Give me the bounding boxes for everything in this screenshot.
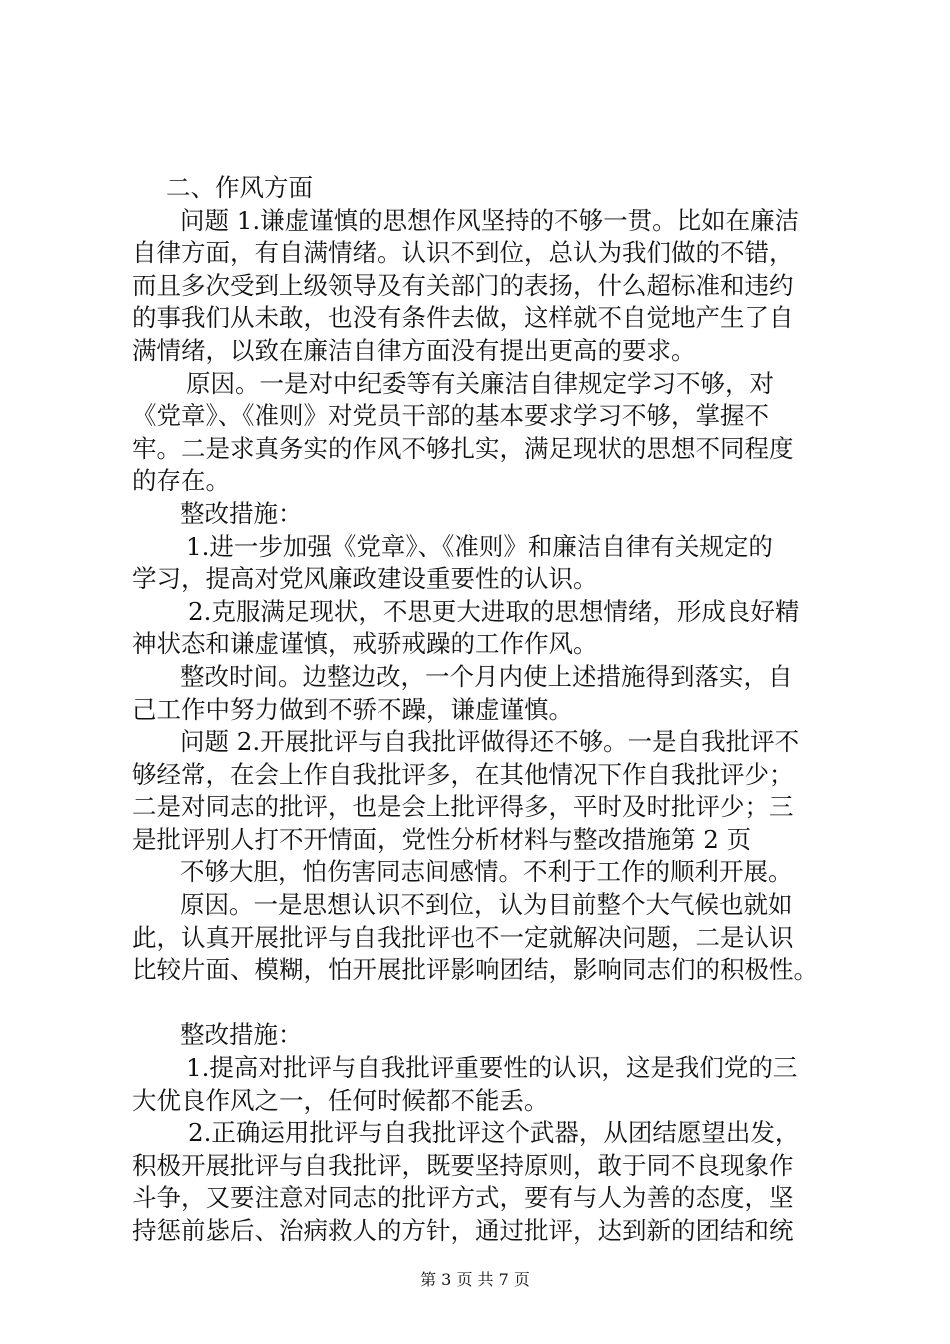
section-heading: 二、作风方面: [166, 173, 313, 202]
subheading-line: 整改措施：: [180, 1020, 303, 1050]
list-item-line: 2.克服满足现状，不思更大进取的思想情绪，形成良好精: [188, 596, 800, 626]
page-number-label: 第 3 页 共 7 页: [420, 1270, 530, 1289]
paragraph-line: 的存在。: [132, 466, 230, 496]
blank-line: [132, 987, 832, 1020]
list-item-line: 1.进一步加强《党章》、《准则》和廉洁自律有关规定的: [186, 531, 773, 561]
document-body: [132, 172, 832, 1248]
list-item-line: 大优良作风之一，任何时候都不能丢。: [132, 1085, 549, 1115]
paragraph-line: 问题 1.谦虚谨慎的思想作风坚持的不够一贯。比如在廉洁: [180, 205, 800, 235]
paragraph-line: 是批评别人打不开情面，党性分析材料与整改措施第 2 页: [132, 824, 752, 854]
paragraph-line: 原因。一是对中纪委等有关廉洁自律规定学习不够，对: [186, 368, 774, 398]
list-item-line: 持惩前毖后、治病救人的方针，通过批评，达到新的团结和统: [132, 1216, 794, 1245]
paragraph-line: 二是对同志的批评，也是会上批评得多，平时及时批评少；三: [132, 792, 794, 822]
paragraph-line: 而且多次受到上级领导及有关部门的表扬，什么超标准和违约: [132, 270, 794, 300]
paragraph-line: 自律方面，有自满情绪。认识不到位，总认为我们做的不错，: [132, 238, 794, 268]
paragraph-line: 满情绪，以致在廉洁自律方面没有提出更高的要求。: [132, 335, 696, 365]
list-item-line: 积极开展批评与自我批评，既要坚持原则，敢于同不良现象作: [132, 1150, 794, 1180]
paragraph-line: 整改时间。边整边改，一个月内使上述措施得到落实，自: [180, 661, 793, 691]
list-item-line: 神状态和谦虚谨慎，戒骄戒躁的工作作风。: [132, 629, 598, 659]
paragraph-line: 不够大胆，怕伤害同志间感情。不利于工作的顺利开展。: [180, 857, 793, 887]
paragraph-line: 的事我们从未敢，也没有条件去做，这样就不自觉地产生了自: [132, 303, 794, 333]
page-footer: [0, 1270, 950, 1290]
paragraph-line: 己工作中努力做到不骄不躁，谦虚谨慎。: [132, 694, 573, 724]
paragraph-line: 问题 2.开展批评与自我批评做得还不够。一是自我批评不: [180, 727, 800, 757]
paragraph-line: 《党章》、《准则》对党员干部的基本要求学习不够，掌握不: [132, 401, 769, 431]
subheading-line: 整改措施：: [180, 498, 303, 528]
paragraph-line: 原因。一是思想认识不到位，认为目前整个大气候也就如: [180, 890, 793, 920]
list-item-line: 2.正确运用批评与自我批评这个武器，从团结愿望出发，: [188, 1118, 800, 1148]
list-item-line: 1.提高对批评与自我批评重要性的认识，这是我们党的三: [186, 1053, 798, 1083]
paragraph-line: 此，认真开展批评与自我批评也不一定就解决问题，二是认识: [132, 922, 794, 952]
list-item-line: 学习，提高对党风廉政建设重要性的认识。: [132, 564, 598, 594]
paragraph-line: 牢。二是求真务实的作风不够扎实，满足现状的思想不同程度: [132, 433, 794, 463]
paragraph-line: 够经常，在会上作自我批评多，在其他情况下作自我批评少；: [132, 759, 794, 789]
list-item-line: 斗争，又要注意对同志的批评方式，要有与人为善的态度，坚: [132, 1183, 794, 1213]
paragraph-line: 比较片面、模糊，怕开展批评影响团结，影响同志们的积极性。: [132, 955, 818, 985]
